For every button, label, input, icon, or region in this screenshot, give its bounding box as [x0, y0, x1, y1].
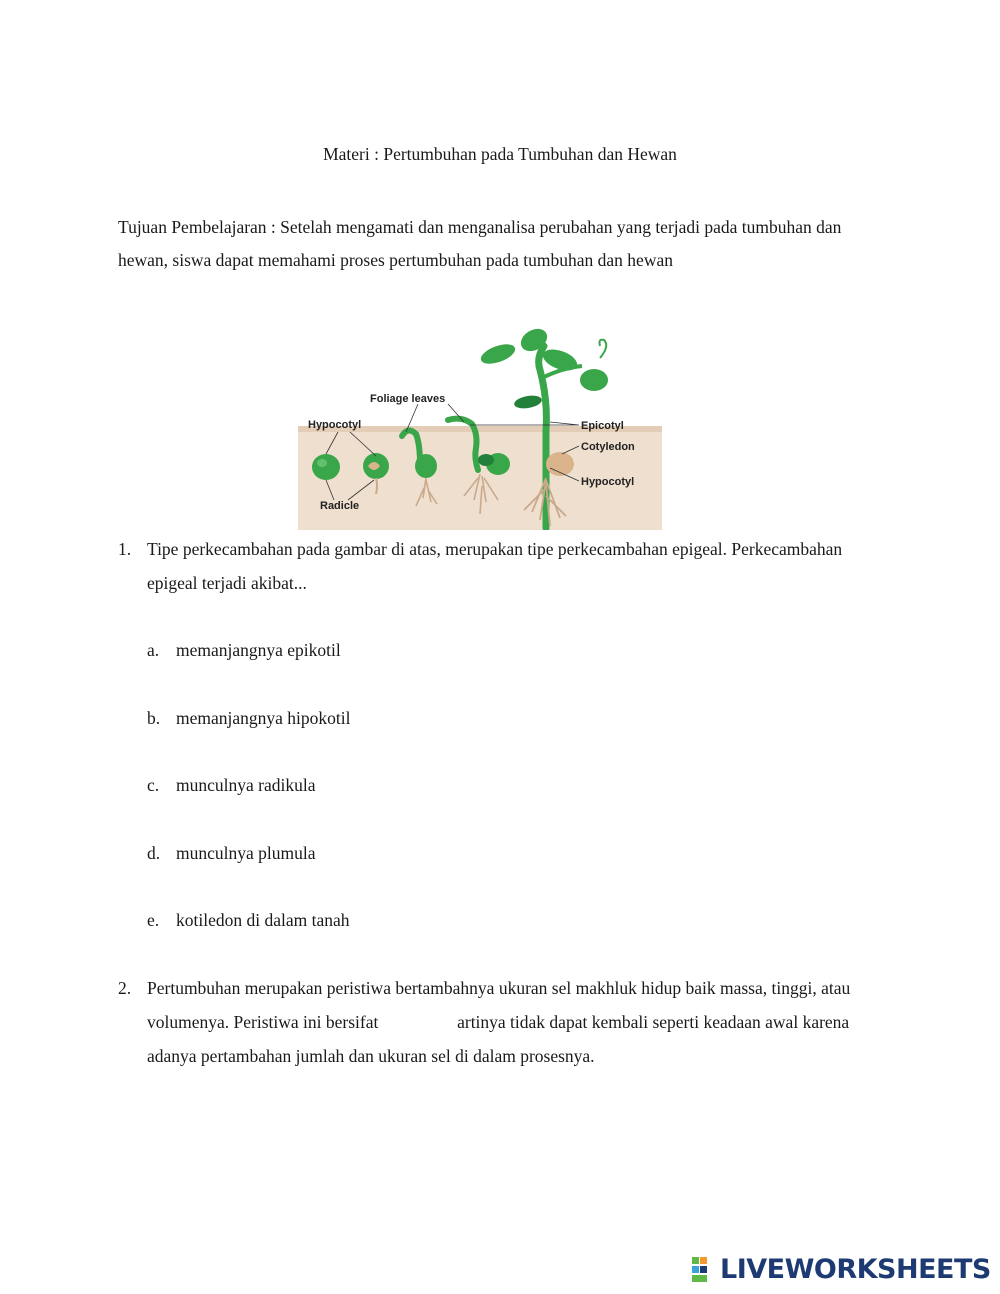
option-text: memanjangnya epikotil [176, 640, 341, 660]
label-cotyledon: Cotyledon [581, 441, 635, 453]
logo-square-l [692, 1257, 699, 1264]
question-2-text [147, 971, 878, 1073]
learning-objective: Tujuan Pembelajaran : Setelah mengamati dan menganalisa perubahan yang terjadi pada tumbuhan dan hewan, siswa dapat memahami proses pertumbuhan pada tumbuhan dan hewan [118, 217, 842, 270]
option-letter: d. [147, 843, 161, 863]
option-letter: c. [147, 775, 160, 795]
option-letter: b. [147, 708, 161, 728]
option-b[interactable] [147, 706, 350, 730]
option-a[interactable] [147, 638, 341, 662]
label-epicotyl: Epicotyl [581, 420, 624, 432]
epigeal-germination-diagram [298, 318, 662, 530]
page-title: Materi : Pertumbuhan pada Tumbuhan dan Hewan [323, 144, 677, 164]
logo-square-v [692, 1266, 699, 1273]
option-letter: e. [147, 910, 160, 930]
liveworksheets-logo [692, 1254, 992, 1286]
logo-icon [692, 1257, 716, 1283]
answer-blank-input[interactable] [383, 1012, 453, 1036]
question-2-text-before: Pertumbuhan merupakan peristiwa bertambahnya ukuran sel makhluk hidup baik massa, tinggi, atau volumenya. Peristiwa ini bersifat [147, 978, 851, 1032]
leaf-left [478, 340, 517, 367]
germination-figure [298, 318, 662, 530]
option-c[interactable] [147, 773, 315, 797]
option-letter: a. [147, 640, 160, 660]
brand-name: LIVEWORKSHEETS [720, 1254, 991, 1285]
label-foliage-leaves: Foliage leaves [370, 393, 446, 405]
logo-square-e [700, 1266, 707, 1273]
question-2-number: 2. [118, 978, 132, 998]
option-text: munculnya plumula [176, 843, 316, 863]
option-text: memanjangnya hipokotil [176, 708, 351, 728]
logo-square-i [700, 1257, 707, 1264]
leaf-right [580, 369, 608, 391]
label-hypocotyl-left: Hypocotyl [308, 419, 362, 431]
question-1-text: Tipe perkecambahan pada gambar di atas, merupakan tipe perkecambahan epigeal. Perkecambahan epigeal terjadi akibat... [147, 539, 843, 593]
label-hypocotyl-right: Hypocotyl [581, 476, 635, 488]
leaf-low [513, 394, 543, 411]
option-text: munculnya radikula [176, 775, 316, 795]
option-e[interactable] [147, 908, 350, 932]
question-2-text-after: artinya tidak dapat kembali seperti keadaan awal karena adanya pertambahan jumlah dan ukuran sel di dalam prosesnya. [147, 1012, 850, 1066]
logo-square-bottom [692, 1275, 707, 1282]
question-1-number: 1. [118, 539, 132, 559]
option-d[interactable] [147, 841, 316, 865]
question-1 [118, 532, 878, 600]
label-radicle: Radicle [320, 500, 360, 512]
seed-stage-1 [312, 454, 340, 480]
option-text: kotiledon di dalam tanah [176, 910, 350, 930]
question-2 [118, 971, 878, 1073]
